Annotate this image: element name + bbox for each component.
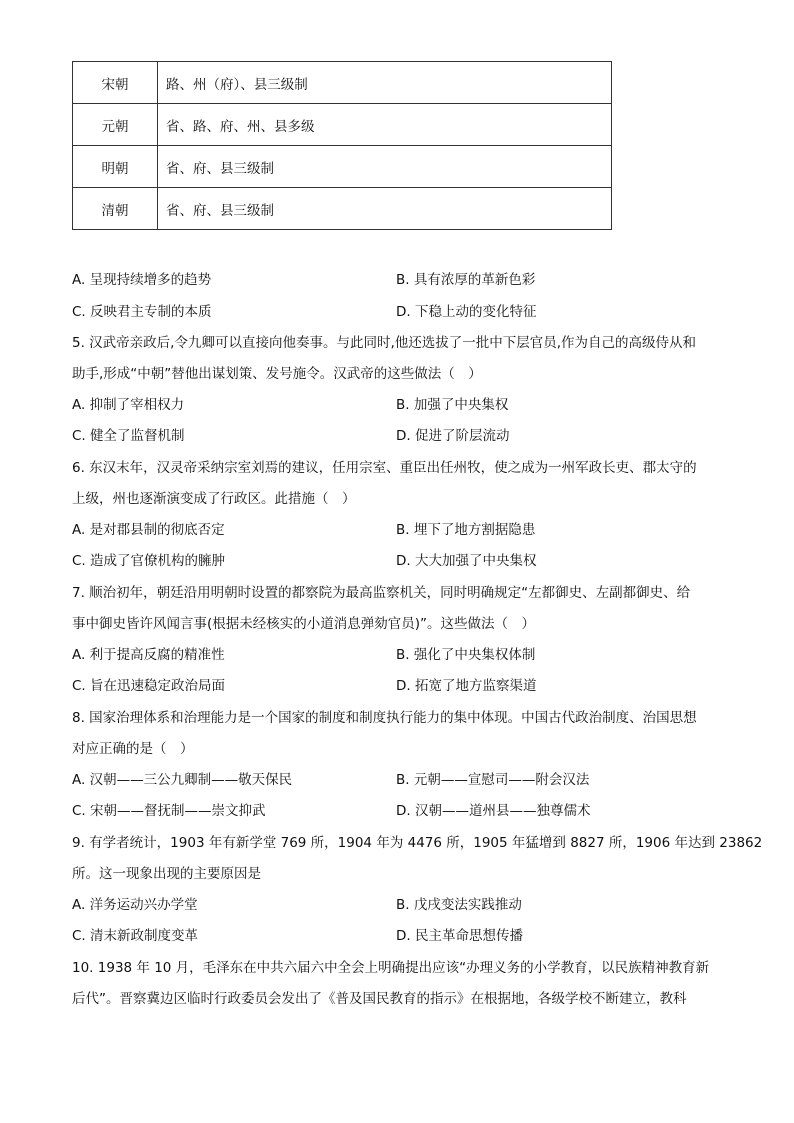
- q8-option-a: A. 汉朝——三公九卿制——敬天保民: [72, 772, 293, 788]
- q6-stem-line-1: 6. 东汉末年，汉灵帝采纳宗室刘焉的建议，任用宗室、重臣出任州牧，使之成为一州军政长吏、郡太守的: [72, 460, 697, 476]
- q10-stem-line-2: 后代”。晋察冀边区临时行政委员会发出了《普及国民教育的指示》在根据地，各级学校不断建立，教科: [72, 991, 687, 1007]
- q6-option-d: D. 大大加强了中央集权: [396, 553, 537, 569]
- q9-stem-line-2: 所。这一现象出现的主要原因是: [72, 866, 261, 882]
- q8-stem-line-1: 8. 国家治理体系和治理能力是一个国家的制度和制度执行能力的集中体现。中国古代政治制度、治国思想: [72, 710, 697, 726]
- q6-stem-line-2: 上级，州也逐渐演变成了行政区。此措施（ ）: [72, 491, 356, 507]
- system-cell: 省、府、县三级制: [158, 188, 612, 230]
- q7-option-b: B. 强化了中央集权体制: [396, 647, 536, 663]
- q4-option-d: D. 下稳上动的变化特征: [396, 304, 537, 320]
- q7-option-a: A. 利于提高反腐的精准性: [72, 647, 225, 663]
- system-cell: 省、路、府、州、县多级: [158, 104, 612, 146]
- q5-option-b: B. 加强了中央集权: [396, 397, 509, 413]
- table-row: [73, 62, 612, 104]
- q5-option-c: C. 健全了监督机制: [72, 428, 185, 444]
- q5-stem-line-2: 助手,形成“中朝”替他出谋划策、发号施令。汉武帝的这些做法（ ）: [72, 366, 482, 382]
- q4-option-b: B. 具有浓厚的革新色彩: [396, 272, 536, 288]
- q8-option-d: D. 汉朝——道州县——独尊儒术: [396, 803, 591, 819]
- q5-option-a: A. 抑制了宰相权力: [72, 397, 185, 413]
- dynasty-cell: 明朝: [73, 146, 158, 188]
- q7-stem-line-1: 7. 顺治初年，朝廷沿用明朝时设置的都察院为最高监察机关，同时明确规定“左都御史、左副都御史、给: [72, 585, 691, 601]
- system-cell: 省、府、县三级制: [158, 146, 612, 188]
- q9-option-a: A. 洋务运动兴办学堂: [72, 897, 198, 913]
- q4-option-c: C. 反映君主专制的本质: [72, 304, 212, 320]
- administrative-levels-table: [72, 61, 612, 230]
- q7-option-c: C. 旨在迅速稳定政治局面: [72, 678, 226, 694]
- q4-option-a: A. 呈现持续增多的趋势: [72, 272, 212, 288]
- table-row: [73, 146, 612, 188]
- q8-option-c: C. 宋朝——督抚制——崇文抑武: [72, 803, 266, 819]
- q9-option-d: D. 民主革命思想传播: [396, 928, 523, 944]
- table-row: [73, 188, 612, 230]
- table-row: [73, 104, 612, 146]
- q7-option-d: D. 拓宽了地方监察渠道: [396, 678, 537, 694]
- q6-option-b: B. 埋下了地方割据隐患: [396, 522, 536, 538]
- dynasty-cell: 元朝: [73, 104, 158, 146]
- q5-stem-line-1: 5. 汉武帝亲政后,令九卿可以直接向他奏事。与此同时,他还选拔了一批中下层官员,作为自己的高级侍从和: [72, 335, 697, 351]
- q6-option-c: C. 造成了官僚机构的臃肿: [72, 553, 226, 569]
- q9-stem-line-1: 9. 有学者统计，1903 年有新学堂 769 所，1904 年为 4476 所，1905 年猛增到 8827 所，1906 年达到 23862: [72, 835, 763, 851]
- q6-option-a: A. 是对郡县制的彻底否定: [72, 522, 225, 538]
- q9-option-b: B. 戊戌变法实践推动: [396, 897, 522, 913]
- dynasty-cell: 清朝: [73, 188, 158, 230]
- q9-option-c: C. 清末新政制度变革: [72, 928, 199, 944]
- q5-option-d: D. 促进了阶层流动: [396, 428, 510, 444]
- q8-stem-line-2: 对应正确的是（ ）: [72, 741, 194, 757]
- q7-stem-line-2: 事中御史皆许风闻言事(根据未经核实的小道消息弹劾官员)”。这些做法（ ）: [72, 616, 536, 632]
- q10-stem-line-1: 10. 1938 年 10 月，毛泽东在中共六届六中全会上明确提出应该“办理义务的小学教育，以民族精神教育新: [72, 960, 710, 976]
- system-cell: 路、州（府）、县三级制: [158, 62, 612, 104]
- dynasty-cell: 宋朝: [73, 62, 158, 104]
- q8-option-b: B. 元朝——宣慰司——附会汉法: [396, 772, 590, 788]
